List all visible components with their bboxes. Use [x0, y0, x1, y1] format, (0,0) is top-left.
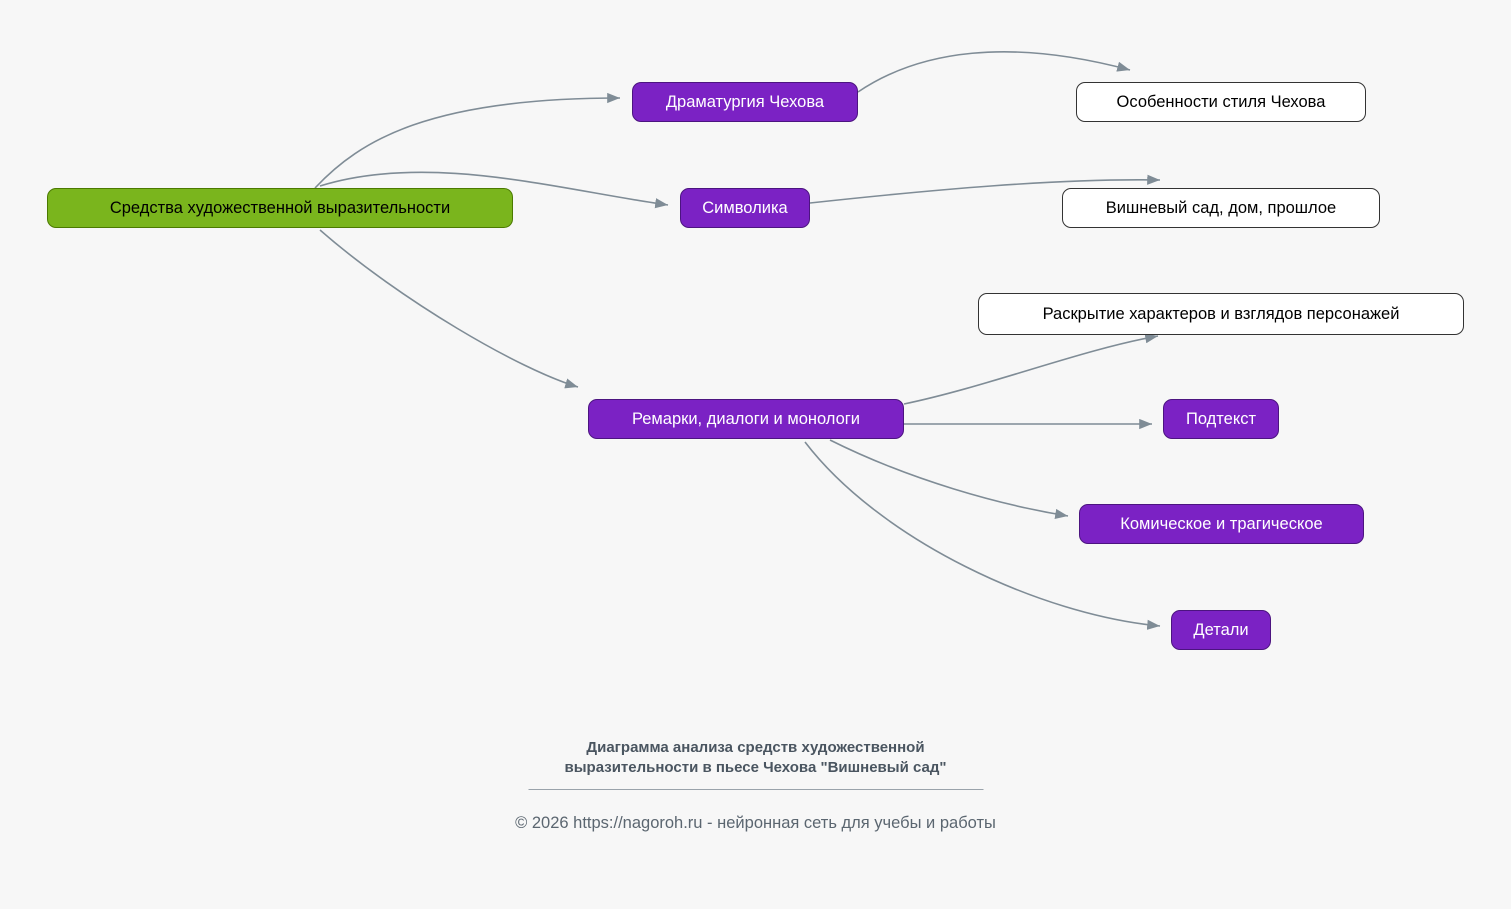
node-remarks[interactable] — [588, 399, 904, 439]
node-label: Подтекст — [1185, 409, 1257, 428]
node-comic[interactable] — [1079, 504, 1364, 544]
node-label: Символика — [702, 198, 788, 217]
node-style[interactable] — [1076, 82, 1366, 122]
edge-remarks-to-chars — [904, 336, 1158, 404]
node-garden[interactable] — [1062, 188, 1380, 228]
node-label: Раскрытие характеров и взглядов персонажей — [1042, 304, 1400, 323]
edge-remarks-to-comic — [830, 440, 1068, 516]
node-details[interactable] — [1171, 610, 1271, 650]
node-label: Комическое и трагическое — [1120, 514, 1323, 533]
node-label: Детали — [1193, 620, 1249, 639]
caption-line-1: Диаграмма анализа средств художественной — [586, 739, 925, 756]
edge-root-to-drama — [315, 98, 620, 188]
node-symbol[interactable] — [680, 188, 810, 228]
node-label: Драматургия Чехова — [665, 92, 825, 111]
node-label: Ремарки, диалоги и монологи — [631, 409, 861, 428]
edge-root-to-remarks — [320, 230, 578, 387]
node-label: Вишневый сад, дом, прошлое — [1105, 198, 1337, 217]
node-label: Особенности стиля Чехова — [1116, 92, 1326, 111]
node-drama[interactable] — [632, 82, 858, 122]
node-chars[interactable] — [978, 293, 1464, 335]
node-root[interactable] — [47, 188, 513, 228]
caption-line-2: выразительности в пьесе Чехова "Вишневый сад" — [564, 759, 947, 777]
node-label: Средства художественной выразительности — [109, 198, 451, 217]
caption-divider — [528, 789, 983, 790]
diagram-caption — [0, 738, 1511, 779]
footer-credit: © 2026 https://nagoroh.ru - нейронная сеть для учебы и работы — [515, 814, 996, 832]
node-subtext[interactable] — [1163, 399, 1279, 439]
